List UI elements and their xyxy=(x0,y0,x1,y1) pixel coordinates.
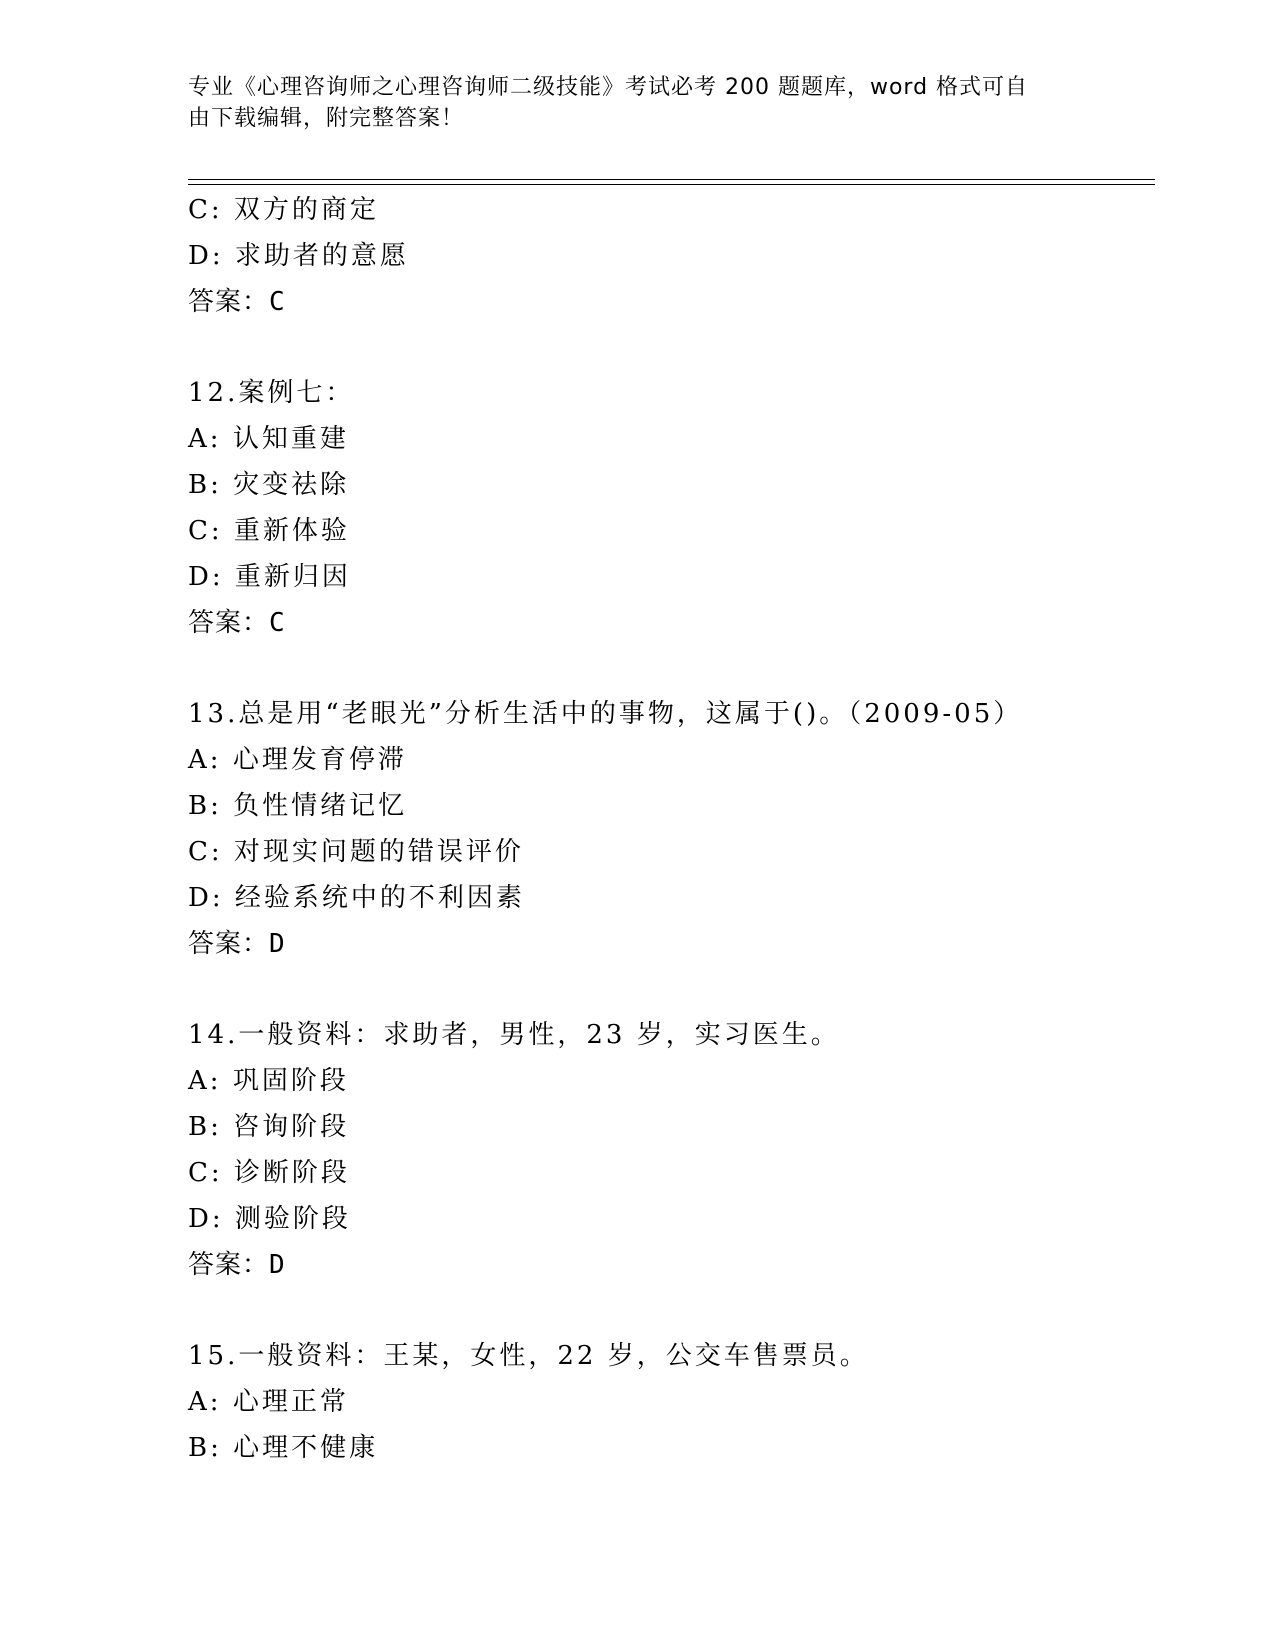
option-line xyxy=(188,1196,1168,1242)
option-text: 咨询阶段 xyxy=(233,1112,350,1142)
option-text: 对现实问题的错误评价 xyxy=(233,837,524,867)
spacer xyxy=(188,967,1168,1012)
option-line xyxy=(188,508,1168,554)
answer-value: C xyxy=(269,287,285,317)
option-label: B: xyxy=(188,1112,222,1142)
option-label: D: xyxy=(188,1204,224,1234)
answer-label: 答案： xyxy=(188,1250,270,1280)
spacer xyxy=(188,325,1168,370)
header-divider-top xyxy=(188,179,1155,180)
answer-value: D xyxy=(269,929,285,959)
option-text: 测验阶段 xyxy=(234,1204,351,1234)
option-line xyxy=(188,1150,1168,1196)
option-text: 心理发育停滞 xyxy=(232,745,407,775)
question-stem: 15.一般资料：王某，女性，22 岁，公交车售票员。 xyxy=(188,1341,869,1371)
answer-line xyxy=(188,921,1168,967)
option-text: 经验系统中的不利因素 xyxy=(234,883,525,913)
spacer xyxy=(188,1288,1168,1333)
answer-line xyxy=(188,600,1168,646)
option-text: 重新归因 xyxy=(234,562,351,592)
question-stem: 12.案例七： xyxy=(188,378,355,408)
option-line xyxy=(188,783,1168,829)
option-label: B: xyxy=(188,470,222,500)
question-stem: 13.总是用“老眼光”分析生活中的事物，这属于()。（2009-05） xyxy=(188,699,1023,729)
option-line xyxy=(188,233,1168,279)
option-text: 负性情绪记忆 xyxy=(233,791,408,821)
answer-value: D xyxy=(269,1250,285,1280)
header-line-1: 专业《心理咨询师之心理咨询师二级技能》考试必考 200 题题库，word 格式可自 xyxy=(188,75,1029,100)
option-label: C: xyxy=(188,516,223,546)
option-line xyxy=(188,554,1168,600)
option-label: A: xyxy=(188,1066,222,1096)
option-line xyxy=(188,1425,1168,1471)
answer-value: C xyxy=(269,608,285,638)
question-stem: 14.一般资料：求助者，男性，23 岁，实习医生。 xyxy=(188,1020,840,1050)
option-line xyxy=(188,1379,1168,1425)
answer-line xyxy=(188,1242,1168,1288)
option-label: D: xyxy=(188,241,224,271)
option-label: B: xyxy=(188,1433,222,1463)
document-header xyxy=(188,72,1068,134)
option-text: 重新体验 xyxy=(233,516,350,546)
option-label: B: xyxy=(188,791,222,821)
option-line xyxy=(188,462,1168,508)
header-divider-bottom xyxy=(188,184,1155,185)
option-text: 求助者的意愿 xyxy=(234,241,409,271)
header-line-2: 由下载编辑，附完整答案！ xyxy=(188,106,465,131)
option-label: A: xyxy=(188,424,222,454)
option-text: 心理不健康 xyxy=(233,1433,379,1463)
option-text: 双方的商定 xyxy=(233,195,379,225)
option-line xyxy=(188,187,1168,233)
answer-label: 答案： xyxy=(188,287,270,317)
answer-label: 答案： xyxy=(188,608,270,638)
option-line xyxy=(188,829,1168,875)
spacer xyxy=(188,646,1168,691)
answer-label: 答案： xyxy=(188,929,270,959)
option-label: A: xyxy=(188,1387,222,1417)
option-text: 诊断阶段 xyxy=(233,1158,350,1188)
option-text: 巩固阶段 xyxy=(232,1066,349,1096)
option-line xyxy=(188,1058,1168,1104)
option-label: D: xyxy=(188,883,224,913)
option-label: D: xyxy=(188,562,224,592)
option-label: C: xyxy=(188,195,223,225)
option-line xyxy=(188,737,1168,783)
option-label: C: xyxy=(188,837,223,867)
option-text: 认知重建 xyxy=(232,424,349,454)
answer-line xyxy=(188,279,1168,325)
option-label: A: xyxy=(188,745,222,775)
question-content xyxy=(188,187,1168,1471)
option-line xyxy=(188,875,1168,921)
option-line xyxy=(188,1104,1168,1150)
option-text: 灾变祛除 xyxy=(233,470,350,500)
option-line xyxy=(188,416,1168,462)
option-label: C: xyxy=(188,1158,223,1188)
option-text: 心理正常 xyxy=(232,1387,349,1417)
